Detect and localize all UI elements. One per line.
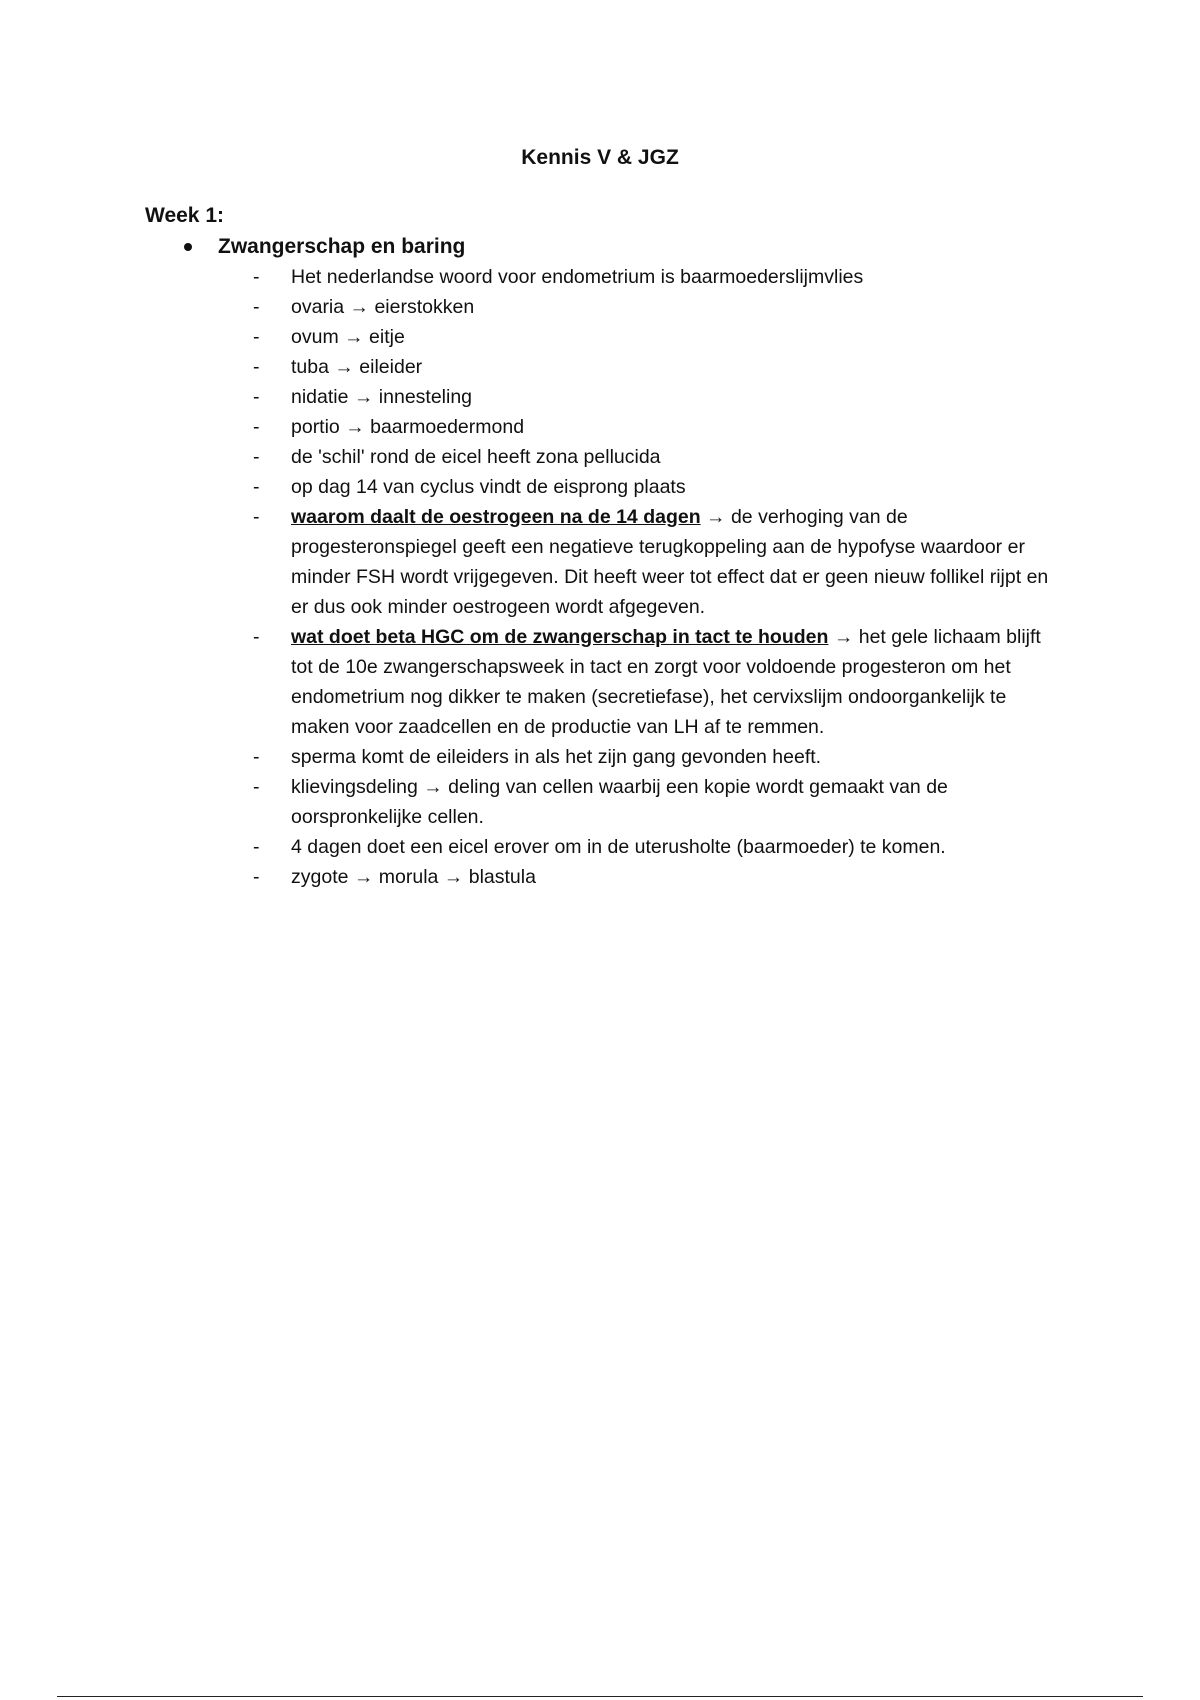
note-text: tuba → eileider (291, 356, 423, 378)
note-text: de 'schil' rond de eicel heeft zona pellucida (291, 446, 661, 468)
note-text: portio → baarmoedermond (291, 416, 525, 438)
dash-bullet: - (253, 386, 260, 408)
dash-bullet: - (253, 296, 260, 318)
section-zwangerschap (180, 232, 1080, 262)
note-text: op dag 14 van cyclus vindt de eisprong plaats (291, 476, 686, 498)
dash-bullet: - (253, 776, 260, 798)
note-text: ovum → eitje (291, 326, 405, 348)
dash-bullet: - (253, 626, 260, 648)
list-item (253, 742, 1053, 772)
dash-bullet: - (253, 476, 260, 498)
document-title: Kennis V & JGZ (521, 146, 679, 169)
dash-bullet: - (253, 836, 260, 858)
list-item (253, 772, 1053, 832)
note-text (291, 622, 1053, 742)
answer-text: → de verhoging van de progesteronspiegel geeft een negatieve terugkoppeling aan de hypofyse waardoor er minder FSH wordt vrijgegeven. Dit heeft weer tot effect dat er geen nieuw follikel rijpt en er dus ook minder oestrogeen wordt afgegeven. (291, 506, 1049, 618)
note-text: 4 dagen doet een eicel erover om in de uterusholte (baarmoeder) te komen. (291, 836, 946, 858)
dash-bullet: - (253, 866, 260, 888)
bullet-dot-icon (184, 243, 192, 251)
list-item (253, 262, 1053, 292)
note-text: ovaria → eierstokken (291, 296, 475, 318)
list-item (253, 442, 1053, 472)
footer-divider (57, 1696, 1143, 1697)
answer-text: → het gele lichaam blijft tot de 10e zwangerschapsweek in tact en zorgt voor voldoende progesteron om het endometrium nog dikker te maken (secretiefase), het cervixslijm ondoorgankelijk te maken voor zaadcellen en de productie van LH af te remmen. (291, 626, 1041, 738)
note-text: zygote → morula → blastula (291, 866, 536, 888)
dash-bullet: - (253, 356, 260, 378)
dash-bullet: - (253, 326, 260, 348)
list-item (253, 472, 1053, 502)
note-text: klievingsdeling → deling van cellen waarbij een kopie wordt gemaakt van de oorspronkelijke cellen. (291, 776, 948, 828)
list-item (253, 292, 1053, 322)
question-text: wat doet beta HGC om de zwangerschap in tact te houden (291, 626, 829, 648)
dash-bullet: - (253, 416, 260, 438)
notes-list (253, 262, 1053, 892)
note-text (291, 502, 1053, 622)
dash-bullet: - (253, 506, 260, 528)
dash-bullet: - (253, 446, 260, 468)
question-text: waarom daalt de oestrogeen na de 14 dagen (291, 506, 701, 528)
list-item (253, 412, 1053, 442)
list-item (253, 832, 1053, 862)
list-item (253, 622, 1053, 742)
list-item (253, 352, 1053, 382)
dash-bullet: - (253, 746, 260, 768)
section-heading (180, 232, 1080, 262)
note-text: nidatie → innesteling (291, 386, 473, 408)
list-item (253, 322, 1053, 352)
list-item (253, 862, 1053, 892)
note-text: sperma komt de eileiders in als het zijn gang gevonden heeft. (291, 746, 822, 768)
section-heading-text: Zwangerschap en baring (218, 235, 466, 258)
list-item (253, 382, 1053, 412)
list-item (253, 502, 1053, 622)
week-heading: Week 1: (145, 204, 224, 227)
dash-bullet: - (253, 266, 260, 288)
note-text: Het nederlandse woord voor endometrium is baarmoederslijmvlies (291, 266, 864, 288)
